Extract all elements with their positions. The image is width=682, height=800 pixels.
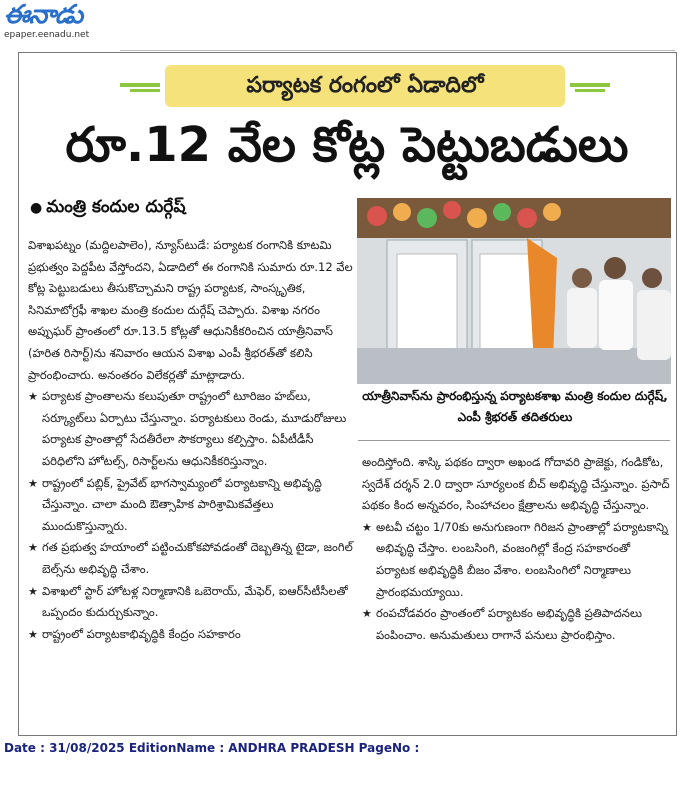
bullet-item: ★ అటవీ చట్టం 1/70కు అనుగుణంగా గిరిజన ప్రాంతాల్లో పర్యాటకాన్ని అభివృద్ధి చేస్తాం. లంబసింగి, వంజంగిల్లో కేంద్ర సహకారంతో పర్యాటక అభివృద్ధికి బీజం వేశాం. లంబసింగిలో నిర్మాణాలు ప్రారంభమయ్యాయి. xyxy=(362,517,670,603)
site-url: epaper.eenadu.net xyxy=(4,30,90,40)
byline xyxy=(30,197,185,221)
kicker-text: పర్యాటక రంగంలో ఏడాదిలో xyxy=(246,73,484,98)
article-column-1 xyxy=(28,235,353,645)
caption-divider xyxy=(358,440,670,441)
bullet-item: ★ పర్యాటక ప్రాంతాలను కలుపుతూ రాష్ట్రంలో టూరిజం హబ్‌లు, సర్క్యూట్‌లు ఏర్పాటు చేస్తున్నాం. పర్యాటకులు రెండు, మూడురోజులు పర్యాటక ప్రాంతాల్లో సేదతీరేలా సౌకర్యాలు కల్పిస్తాం. ఏపీటీడీసీ పరిధిలోని హోటల్స్, రిసార్ట్‌లను ఆధునికీకరిస్తున్నాం. xyxy=(28,386,353,472)
byline-text: మంత్రి కందుల దుర్గేష్ xyxy=(46,197,186,217)
photo-illustration xyxy=(357,198,671,384)
continued-paragraph: అందిస్తోంది. శాస్కి పథకం ద్వారా అఖండ గోదావరి ప్రాజెక్టు, గండికోట, స్వదేశ్ దర్శన్ 2.0 ద్వారా సూర్యలంక బీచ్ అభివృద్ధి చేస్తున్నాం. ప్రసాద్ పథకం కింద అన్నవరం, సింహాచలం క్షేత్రాలను అభివృద్ధి చేస్తున్నాం. xyxy=(362,455,670,513)
bullet-item: ★ గత ప్రభుత్వ హయాంలో పట్టించుకోకపోవడంతో దెబ్బతిన్న టైడా, జంగిల్ బెల్స్‌ను అభివృద్ధి చేశాం. xyxy=(28,537,353,580)
decor-line-left xyxy=(120,83,160,87)
decor-line-left-2 xyxy=(130,89,160,92)
header-rule xyxy=(120,6,675,51)
bullet-item: ★ రాష్ట్రంలో పర్యాటకాభివృద్ధికి కేంద్రం సహకారం xyxy=(28,624,353,646)
article-column-2 xyxy=(362,452,670,646)
bullet-item: ★ విశాఖలో స్టార్ హోటళ్ల నిర్మాణానికి ఒబెరాయ్, మేఫెర్, ఐఆర్‌సీటీసీలతో ఒప్పందం కుదుర్చుకున్నాం. xyxy=(28,581,353,624)
eenadu-logo: ఈనాడు xyxy=(4,0,83,30)
decor-line-right-2 xyxy=(575,89,605,92)
edition-footer: Date : 31/08/2025 EditionName : ANDHRA PRADESH PageNo : xyxy=(4,741,420,755)
photo-caption: యాత్రీనివాస్‌ను ప్రారంభిస్తున్న పర్యాటకశాఖ మంత్రి కందుల దుర్గేష్, ఎంపీ శ్రీభరత్ తదితరులు xyxy=(362,389,668,424)
decor-line-right xyxy=(570,83,610,87)
dot-icon: ● xyxy=(30,200,43,216)
bullet-item: ★ రంపచోడవరం ప్రాంతంలో పర్యాటకం అభివృద్ధికి ప్రతిపాదనలు పంపించాం. అనుమతులు రాగానే పనులు ప్రారంభిస్తాం. xyxy=(362,603,670,646)
headline: రూ.12 వేల కోట్ల పెట్టుబడులు xyxy=(65,117,629,173)
bullet-item: ★ రాష్ట్రంలో పబ్లిక్, ప్రైవేట్ భాగస్వామ్యంలో పర్యాటకాన్ని అభివృద్ధి చేస్తున్నాం. చాలా మంది ఔత్సాహిక పారిశ్రామికవేత్తలు ముందుకొస్తున్నారు. xyxy=(28,473,353,538)
lead-paragraph: విశాఖపట్నం (మద్దిలపాలెం), న్యూస్‌టుడే: పర్యాటక రంగానికి కూటమి ప్రభుత్వం పెద్దపీట వేస్తోందని, ఏడాదిలో ఈ రంగానికి సుమారు రూ.12 వేల కోట్ల పెట్టుబడులు తీసుకొచ్చామని రాష్ట్ర పర్యాటక, సాంస్కృతిక, సినిమాటోగ్రఫీ శాఖల మంత్రి కందుల దుర్గేష్ చెప్పారు. విశాఖ నగరం అప్పుఘర్ ప్రాంతంలో రూ.13.5 కోట్లతో ఆధునికీకరించిన యాత్రీనివాస్ (హరిత రిసార్ట్)ను శనివారం ఆయన విశాఖ ఎంపీ శ్రీభరత్‌తో కలిసి ప్రారంభించారు. అనంతరం విలేకర్లతో మాట్లాడారు. xyxy=(28,238,353,382)
news-photo xyxy=(357,198,671,384)
masthead xyxy=(4,2,114,44)
